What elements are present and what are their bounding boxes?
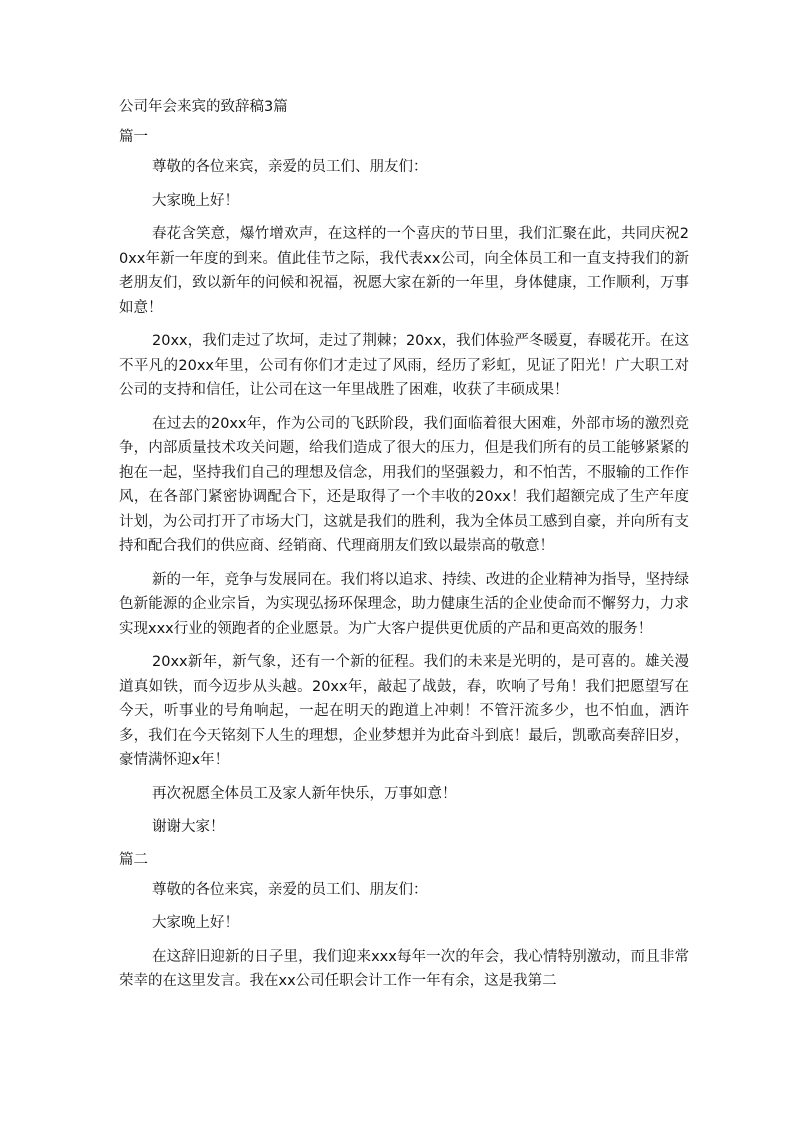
body-paragraph: 20xx新年，新气象，还有一个新的征程。我们的未来是光明的，是可喜的。雄关漫道真如铁，而今迈步从头越。20xx年，敲起了战鼓，春，吹响了号角！我们把愿望写在今天，听事业的号角响起，一起在明天的跑道上冲刺！不管汗流多少，也不怕血，洒许多，我们在今天铭刻下人生的理想，企业梦想并为此奋斗到底！最后，凯歌高奏辞旧岁，豪情满怀迎x年！ — [119, 654, 689, 768]
section-heading: 篇一 — [119, 129, 148, 145]
section-heading: 篇二 — [119, 851, 148, 868]
document-page — [119, 96, 689, 1003]
section-2 — [119, 849, 689, 994]
document-title: 公司年会来宾的致辞稿3篇 — [119, 99, 288, 115]
body-paragraph: 在这辞旧迎新的日子里，我们迎来xxx每年一次的年会，我心情特别激动，而且非常荣幸的在这里发言。我在xx公司任职会计工作一年有余，这是我第二 — [119, 948, 689, 989]
salutation: 尊敬的各位来宾，亲爱的员工们、朋友们： — [152, 881, 428, 898]
closing-thanks: 谢谢大家！ — [152, 819, 225, 835]
section-1 — [119, 126, 689, 840]
salutation: 尊敬的各位来宾，亲爱的员工们、朋友们： — [152, 159, 428, 175]
greeting: 大家晚上好！ — [152, 192, 239, 209]
body-paragraph: 在过去的20xx年，作为公司的飞跃阶段，我们面临着很大困难，外部市场的激烈竞争，内部质量技术攻关问题，给我们造成了很大的压力，但是我们所有的员工能够紧紧的抱在一起，坚持我们自己的理想及信念，用我们的坚强毅力，和不怕苦，不服输的工作作风，在各部门紧密协调配合下，还是取得了一个丰收的20xx！我们超额完成了生产年度计划，为公司打开了市场大门，这就是我们的胜利，我为全体员工感到自豪，并向所有支持和配合我们的供应商、经销商、代理商朋友们致以最崇高的敬意！ — [119, 415, 689, 554]
body-paragraph: 新的一年，竞争与发展同在。我们将以追求、持续、改进的企业精神为指导，坚持绿色新能源的企业宗旨，为实现弘扬环保理念，助力健康生活的企业使命而不懈努力，力求实现xxx行业的领跑者的企业愿景。为广大客户提供更优质的产品和更高效的服务！ — [119, 571, 689, 637]
body-paragraph: 20xx，我们走过了坎坷，走过了荆棘；20xx，我们体验严冬暖夏，春暖花开。在这不平凡的20xx年里，公司有你们才走过了风雨，经历了彩虹，见证了阳光！广大职工对公司的支持和信任，让公司在这一年里战胜了困难，收获了丰硕成果！ — [119, 333, 689, 398]
greeting: 大家晚上好！ — [152, 915, 239, 931]
closing-wish: 再次祝愿全体员工及家人新年快乐，万事如意！ — [152, 785, 457, 802]
body-paragraph: 春花含笑意，爆竹增欢声，在这样的一个喜庆的节日里，我们汇聚在此，共同庆祝20xx年新一年度的到来。值此佳节之际，我代表xx公司，向全体员工和一直支持我们的新老朋友们，致以新年的问候和祝福，祝愿大家在新的一年里，身体健康，工作顺利，万事如意！ — [119, 226, 689, 316]
